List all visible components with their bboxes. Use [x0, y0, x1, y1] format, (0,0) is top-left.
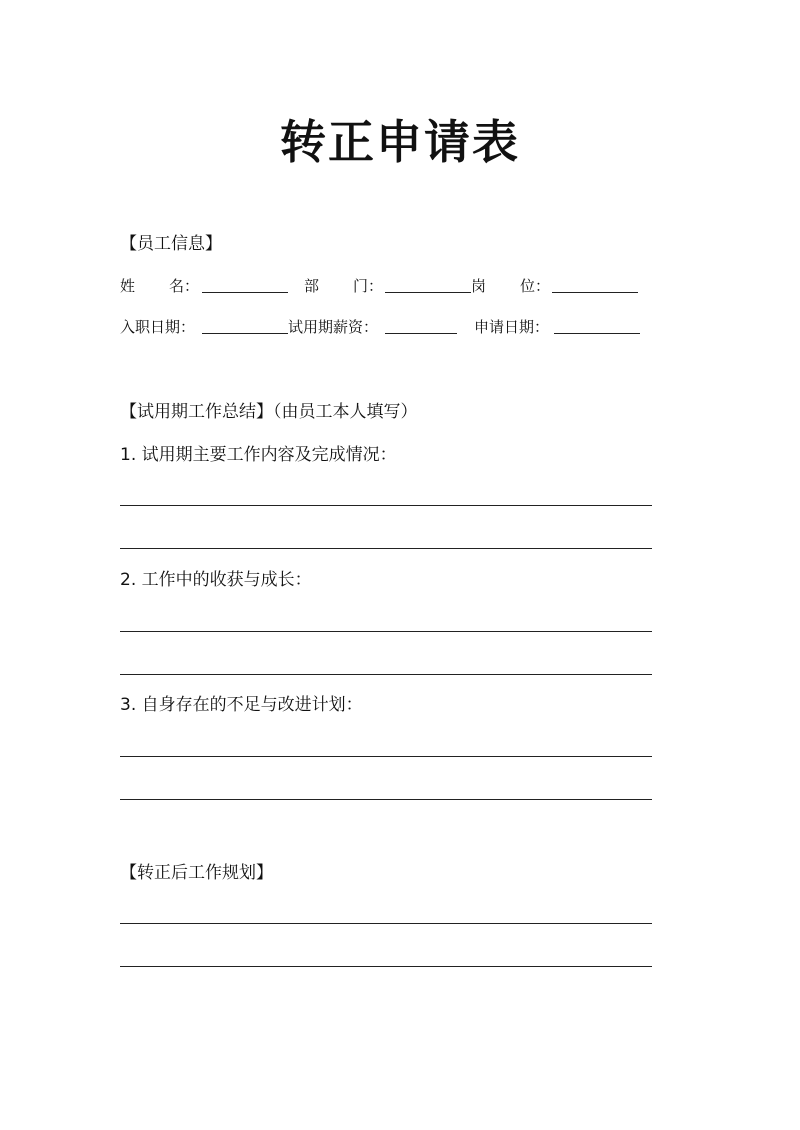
- answer-line[interactable]: [120, 674, 652, 675]
- apply-date-label: 申请日期：: [474, 318, 550, 336]
- employee-info-row-1: [120, 274, 660, 298]
- name-field: [120, 274, 200, 298]
- employee-info-heading: 【员工信息】: [120, 234, 222, 254]
- department-input-line[interactable]: [385, 292, 471, 293]
- hire-date-field: [120, 315, 195, 339]
- name-label-second-char: 名：: [169, 277, 200, 295]
- department-label-second-char: 门：: [353, 277, 384, 295]
- position-field: [471, 274, 551, 298]
- answer-line[interactable]: [120, 966, 652, 967]
- apply-date-input-line[interactable]: [554, 333, 640, 334]
- plan-heading: 【转正后工作规划】: [120, 863, 273, 883]
- name-input-line[interactable]: [202, 292, 288, 293]
- apply-date-field: [474, 315, 549, 339]
- name-label-first-char: 姓: [120, 277, 136, 295]
- page-title: 转正申请表: [280, 115, 520, 169]
- answer-line[interactable]: [120, 756, 652, 757]
- department-label-first-char: 部: [304, 277, 320, 295]
- employee-info-row-2: [120, 315, 660, 339]
- summary-heading: 【试用期工作总结】（由员工本人填写）: [120, 402, 418, 422]
- position-label-first-char: 岗: [471, 277, 487, 295]
- probation-salary-field: [288, 315, 378, 339]
- question-1: 1. 试用期主要工作内容及完成情况：: [120, 445, 397, 465]
- position-label-second-char: 位：: [520, 277, 551, 295]
- probation-salary-input-line[interactable]: [385, 333, 457, 334]
- question-2: 2. 工作中的收获与成长：: [120, 570, 312, 590]
- probation-salary-label: 试用期薪资：: [288, 318, 379, 336]
- answer-line[interactable]: [120, 923, 652, 924]
- answer-line[interactable]: [120, 548, 652, 549]
- department-field: [304, 274, 384, 298]
- hire-date-input-line[interactable]: [202, 333, 288, 334]
- answer-line[interactable]: [120, 799, 652, 800]
- hire-date-label: 入职日期：: [120, 318, 196, 336]
- position-input-line[interactable]: [552, 292, 638, 293]
- answer-line[interactable]: [120, 505, 652, 506]
- answer-line[interactable]: [120, 631, 652, 632]
- question-3: 3. 自身存在的不足与改进计划：: [120, 695, 363, 715]
